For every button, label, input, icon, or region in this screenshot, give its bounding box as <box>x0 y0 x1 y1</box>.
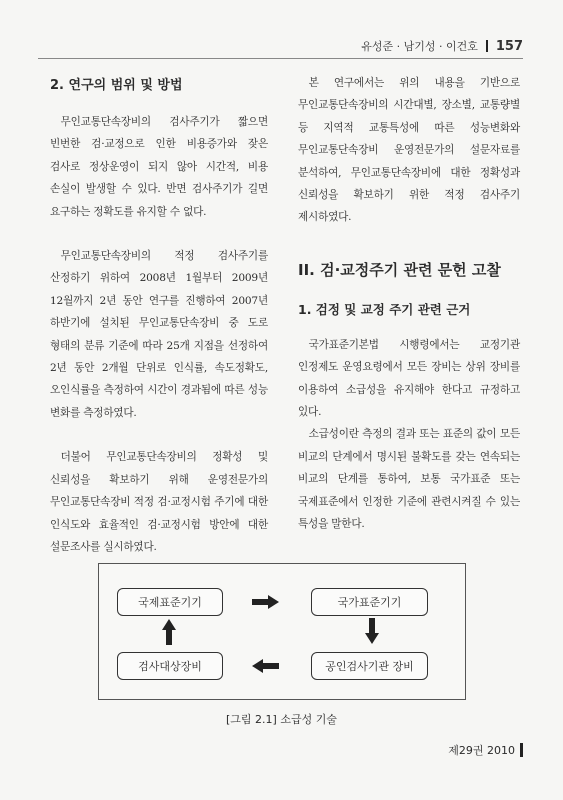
box-international-standard: 국제표준기기 <box>117 588 223 616</box>
box-target-equipment: 검사대상장비 <box>117 652 223 680</box>
diagram-arrows <box>99 564 465 699</box>
left-paragraph-3: 더불어 무인교통단속장비의 정확성 및 신뢰성을 확보하기 위해 운영전문가의 무인교통단속장비 적정 검·교정시험 주기에 대한 인식도와 효율적인 검·교정시험 방안에 대한 설문조사를 실시하였다. <box>50 451 268 553</box>
header-rule <box>38 58 523 59</box>
traceability-diagram <box>98 563 466 700</box>
section-title: 2. 연구의 범위 및 방법 <box>50 78 183 93</box>
header-authors: 유성준 · 남기성 · 이건호 <box>361 40 478 53</box>
right-paragraph-2: 소급성이란 측정의 결과 또는 표준의 값이 모든 비교의 단계에서 명시된 불확도를 갖는 연속되는 비교의 단계를 통하여, 보통 국가표준 또는 국제표준에서 인정한 기준에 관련시켜질 수 있는 특성을 말한다. <box>298 428 520 531</box>
header-page-number: 157 <box>495 38 523 54</box>
footer-volume: 제29권 2010 <box>448 744 515 757</box>
subsection-title: 1. 검정 및 교정 주기 관련 근거 <box>298 301 471 317</box>
left-column <box>50 72 268 558</box>
page-footer <box>448 742 523 758</box>
box-certified-agency-equipment: 공인검사기관 장비 <box>311 652 428 680</box>
right-paragraph-1: 국가표준기본법 시행령에서는 교정기관 인정제도 운영요령에서 모든 장비는 상위 장비를 이용하여 소급성을 유지해야 한다고 규정하고 있다. <box>298 338 520 419</box>
chapter-title: II. 검·교정주기 관련 문헌 고찰 <box>298 260 501 279</box>
left-paragraph-2: 무인교통단속장비의 적정 검사주기를 산정하기 위하여 2008년 1월부터 2009년 12월까지 2년 동안 연구를 진행하여 2007년 하반기에 설치된 무인교통단속장비 중 도로 형태의 분류 기준에 따라 25개 지점을 선정하여 2년 동안 2개월 단위로 인식률, 속도정확도, 오인식률을 측정하여 시간이 경과됨에 따른 성능 변화를 측정하였다. <box>50 250 268 419</box>
arrow-up-icon <box>162 619 176 645</box>
arrow-left-icon <box>252 659 279 673</box>
left-paragraph-1: 무인교통단속장비의 검사주기가 짧으면 빈번한 검·교정으로 인한 비용증가와 잦은 검사로 정상운영이 되지 않아 시간적, 비용 손실이 발생할 수 있다. 반면 검사주기가 길면 요구하는 정확도를 유지할 수 없다. <box>50 116 268 218</box>
figure-caption: [그림 2.1] 소급성 기술 <box>226 713 337 726</box>
right-column <box>298 72 520 536</box>
page-header <box>361 38 523 54</box>
arrow-down-icon <box>365 618 379 644</box>
right-intro-paragraph: 본 연구에서는 위의 내용을 기반으로 무인교통단속장비의 시간대별, 장소별, 교통량별 등 지역적 교통특성에 따른 성능변화와 무인교통단속장비 운영전문가의 설문자료를 분석하여, 무인교통단속장비에 대한 정확성과 신뢰성을 확보하기 위한 적정 검사주기 제시하였다. <box>298 77 520 224</box>
header-divider <box>486 40 488 52</box>
box-national-standard: 국가표준기기 <box>311 588 428 616</box>
footer-divider <box>520 743 523 757</box>
arrow-right-icon <box>252 595 279 609</box>
